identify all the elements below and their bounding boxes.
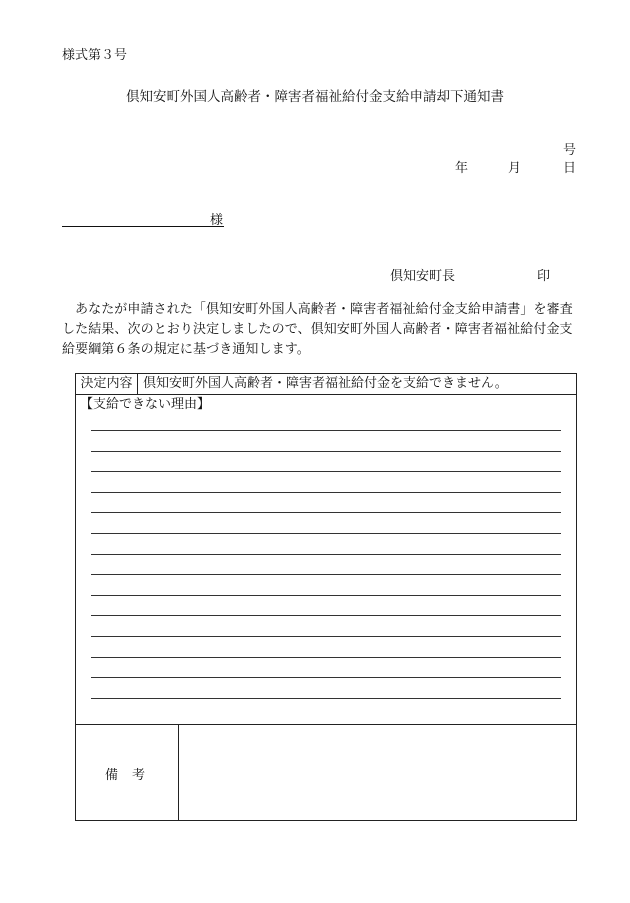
reason-writing-line <box>91 554 561 555</box>
document-number-mark: 号 <box>563 143 577 158</box>
decision-value: 倶知安町外国人高齢者・障害者福祉給付金を支給できません。 <box>143 376 508 391</box>
reason-writing-line <box>91 574 561 575</box>
date-day-mark: 日 <box>563 161 577 176</box>
reason-writing-line <box>91 698 561 699</box>
document-title: 倶知安町外国人高齢者・障害者福祉給付金支給申請却下通知書 <box>126 89 504 105</box>
date-year-mark: 年 <box>455 161 469 176</box>
reason-writing-line <box>91 657 561 658</box>
reason-writing-line <box>91 430 561 431</box>
seal-mark: 印 <box>537 269 551 284</box>
reason-writing-line <box>91 595 561 596</box>
form-number: 様式第３号 <box>62 48 128 63</box>
date-month-mark: 月 <box>508 161 522 176</box>
issuer-title: 倶知安町長 <box>390 269 456 284</box>
reason-writing-line <box>91 677 561 678</box>
date-line <box>0 157 630 175</box>
remarks-label: 備考 <box>104 768 159 783</box>
reason-heading: 【支給できない理由】 <box>80 397 211 412</box>
addressee-honorific: 様 <box>210 213 224 228</box>
reason-writing-line <box>91 471 561 472</box>
addressee-name-underline <box>62 226 224 227</box>
reason-writing-line <box>91 492 561 493</box>
remarks-value-cell <box>179 724 576 820</box>
reason-writing-line <box>91 615 561 616</box>
body-text: あなたが申請された「倶知安町外国人高齢者・障害者福祉給付金支給申請書」を審査した結果、次のとおり決定しましたので、倶知安町外国人高齢者・障害者福祉給付金支給要綱第６条の規定に基づき通知します。 <box>62 302 573 357</box>
remarks-label-cell <box>76 724 179 820</box>
reason-writing-line <box>91 636 561 637</box>
decision-row <box>76 374 576 395</box>
reason-writing-line <box>91 512 561 513</box>
reason-writing-line <box>91 451 561 452</box>
decision-label: 決定内容 <box>76 374 138 394</box>
reason-writing-line <box>91 533 561 534</box>
decision-table <box>75 373 577 821</box>
